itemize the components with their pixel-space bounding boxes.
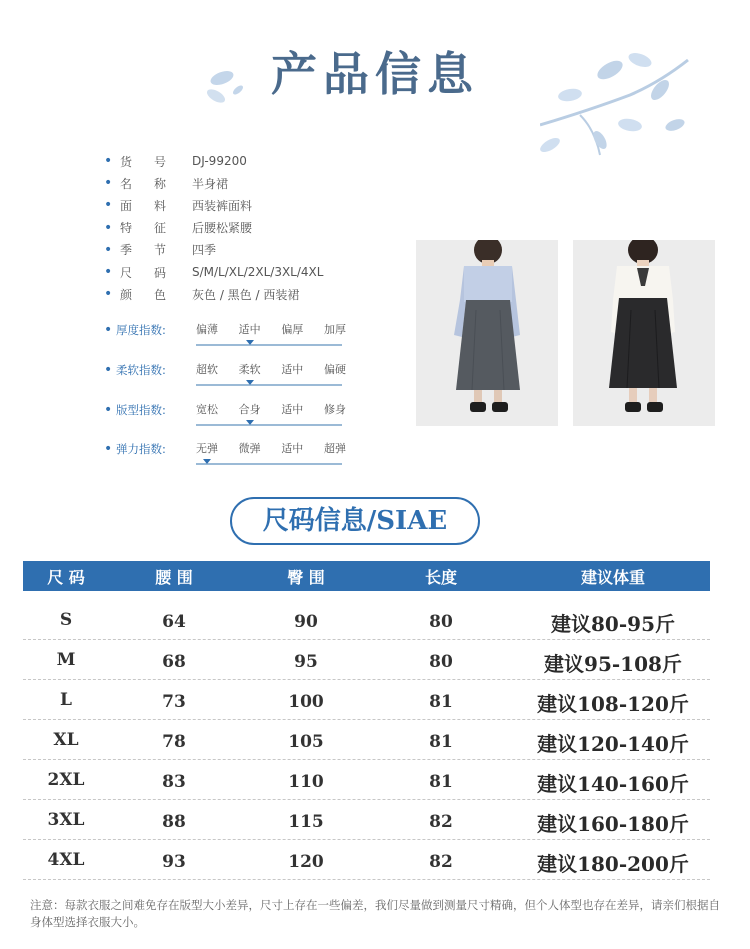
attribute-key: 季节: [120, 243, 189, 258]
attribute-key: 面料: [120, 198, 189, 213]
cell-size: L: [60, 690, 72, 710]
cell-length: 80: [429, 652, 453, 672]
page-title: 产品信息: [271, 47, 479, 101]
index-option: 柔软: [238, 363, 261, 376]
cell-waist: 78: [162, 732, 186, 752]
cell-weight: 建议140-160斤: [537, 772, 689, 796]
cell-size: XL: [53, 730, 79, 750]
cell-waist: 88: [162, 812, 186, 832]
bullet-icon: •: [104, 441, 113, 457]
elasticity-index: [104, 441, 346, 481]
attribute-value: 灰色 / 黑色 / 西装裙: [192, 287, 300, 302]
cell-weight: 建议160-180斤: [537, 812, 689, 836]
thickness-index: [104, 322, 346, 362]
cell-waist: 73: [162, 692, 186, 712]
table-row: [23, 640, 710, 680]
cell-weight: 建议180-200斤: [537, 852, 689, 876]
table-row: [23, 680, 710, 720]
index-options: [196, 441, 346, 465]
cell-length: 80: [429, 612, 453, 632]
cell-weight: 建议80-95斤: [551, 612, 675, 636]
bullet-icon: •: [104, 362, 113, 378]
index-option: 适中: [281, 403, 304, 416]
product-attributes: [104, 150, 323, 305]
table-row: [23, 840, 710, 880]
header-weight: 建议体重: [580, 568, 645, 587]
header-length: 长度: [424, 568, 457, 587]
index-bar: [196, 424, 342, 426]
cell-length: 81: [429, 772, 453, 792]
attribute-key: 颜色: [120, 287, 189, 302]
softness-index: [104, 362, 346, 402]
index-option: 合身: [238, 403, 261, 416]
index-label: 弹力指数:: [116, 442, 166, 456]
attribute-key: 货号: [120, 154, 189, 169]
branch-decoration-icon: [540, 40, 690, 170]
index-marker: [203, 459, 211, 464]
cell-hip: 115: [288, 812, 324, 832]
attribute-key: 尺码: [120, 265, 189, 280]
cell-hip: 90: [294, 612, 318, 632]
bullet-icon: •: [104, 175, 113, 192]
index-label: 柔软指数:: [116, 363, 166, 377]
bullet-icon: •: [104, 219, 113, 236]
bullet-icon: •: [104, 402, 113, 418]
fit-index: [104, 402, 346, 442]
cell-hip: 120: [288, 852, 324, 872]
index-option: 加厚: [323, 323, 346, 336]
index-options: [196, 362, 346, 386]
attribute-key: 名称: [120, 176, 189, 191]
index-marker: [246, 340, 254, 345]
table-row: [23, 800, 710, 840]
bullet-icon: •: [104, 286, 113, 303]
attribute-value: DJ-99200: [192, 154, 247, 169]
index-bar: [196, 463, 342, 465]
cell-hip: 100: [288, 692, 324, 712]
index-option: 无弹: [196, 442, 218, 455]
cell-hip: 95: [294, 652, 318, 672]
cell-weight: 建议108-120斤: [537, 692, 689, 716]
table-row: [23, 720, 710, 760]
attribute-row: [104, 217, 323, 239]
cell-length: 81: [429, 732, 453, 752]
attribute-row: [104, 150, 323, 172]
index-option: 偏厚: [281, 323, 304, 336]
size-note: 注意：每款衣服之间难免存在版型大小差异，尺寸上存在一些偏差，我们尽量做到测量尺寸精确，但个人体型也存在差异，请亲们根据自身体型选择衣服大小。: [30, 898, 720, 929]
table-row: [23, 600, 710, 640]
attribute-value: S/M/L/XL/2XL/3XL/4XL: [192, 265, 324, 280]
cell-size: M: [56, 650, 76, 670]
size-info-title: 尺码信息/SIAE: [230, 497, 480, 545]
bullet-icon: •: [104, 264, 113, 281]
cell-waist: 93: [162, 852, 186, 872]
index-option: 适中: [281, 363, 304, 376]
cell-waist: 68: [162, 652, 186, 672]
index-options: [196, 402, 346, 426]
attribute-value: 四季: [192, 243, 217, 258]
cell-size: S: [59, 610, 73, 630]
attribute-value: 西装裤面料: [192, 198, 253, 213]
index-option: 适中: [238, 323, 261, 336]
index-bar: [196, 344, 342, 346]
product-photo-black: [573, 240, 715, 426]
cell-waist: 83: [162, 772, 186, 792]
cell-waist: 64: [162, 612, 186, 632]
header-waist: 腰 围: [155, 568, 193, 587]
cell-weight: 建议120-140斤: [537, 732, 689, 756]
cell-weight: 建议95-108斤: [544, 652, 682, 676]
index-option: 宽松: [196, 403, 218, 416]
index-label: 厚度指数:: [116, 323, 166, 337]
cell-size: 3XL: [47, 810, 85, 830]
leaf-decoration-icon: [200, 62, 260, 112]
index-option: 适中: [281, 442, 304, 455]
bullet-icon: •: [104, 322, 113, 338]
index-option: 超软: [196, 363, 218, 376]
index-marker: [246, 380, 254, 385]
cell-hip: 105: [288, 732, 324, 752]
attribute-value: 后腰松紧腰: [192, 221, 253, 236]
cell-length: 81: [429, 692, 453, 712]
index-option: 偏硬: [323, 363, 346, 376]
index-options: [196, 322, 346, 346]
bullet-icon: •: [104, 197, 113, 214]
product-photo-grey: [416, 240, 558, 426]
table-row: [23, 760, 710, 800]
attribute-row: [104, 194, 323, 216]
model-black-skirt-image: [573, 240, 715, 426]
attribute-row: [104, 239, 323, 261]
cell-length: 82: [429, 852, 453, 872]
header-size: 尺 码: [47, 568, 85, 587]
index-option: 超弹: [323, 442, 346, 455]
cell-size: 4XL: [47, 850, 85, 870]
bullet-icon: •: [104, 153, 113, 170]
index-label: 版型指数:: [116, 403, 166, 417]
index-marker: [246, 420, 254, 425]
index-option: 修身: [323, 403, 346, 416]
index-option: 微弹: [238, 442, 261, 455]
index-option: 偏薄: [196, 323, 218, 336]
attribute-key: 特征: [120, 221, 189, 236]
attribute-value: 半身裙: [192, 176, 229, 191]
model-grey-skirt-image: [416, 240, 558, 426]
index-bar: [196, 384, 342, 386]
attribute-row: [104, 172, 323, 194]
cell-length: 82: [429, 812, 453, 832]
bullet-icon: •: [104, 241, 113, 258]
size-table-header: [23, 561, 710, 591]
header-hip: 臀 围: [287, 568, 325, 587]
attribute-row: [104, 283, 323, 305]
cell-hip: 110: [288, 772, 324, 792]
attribute-row: [104, 261, 323, 283]
cell-size: 2XL: [47, 770, 85, 790]
